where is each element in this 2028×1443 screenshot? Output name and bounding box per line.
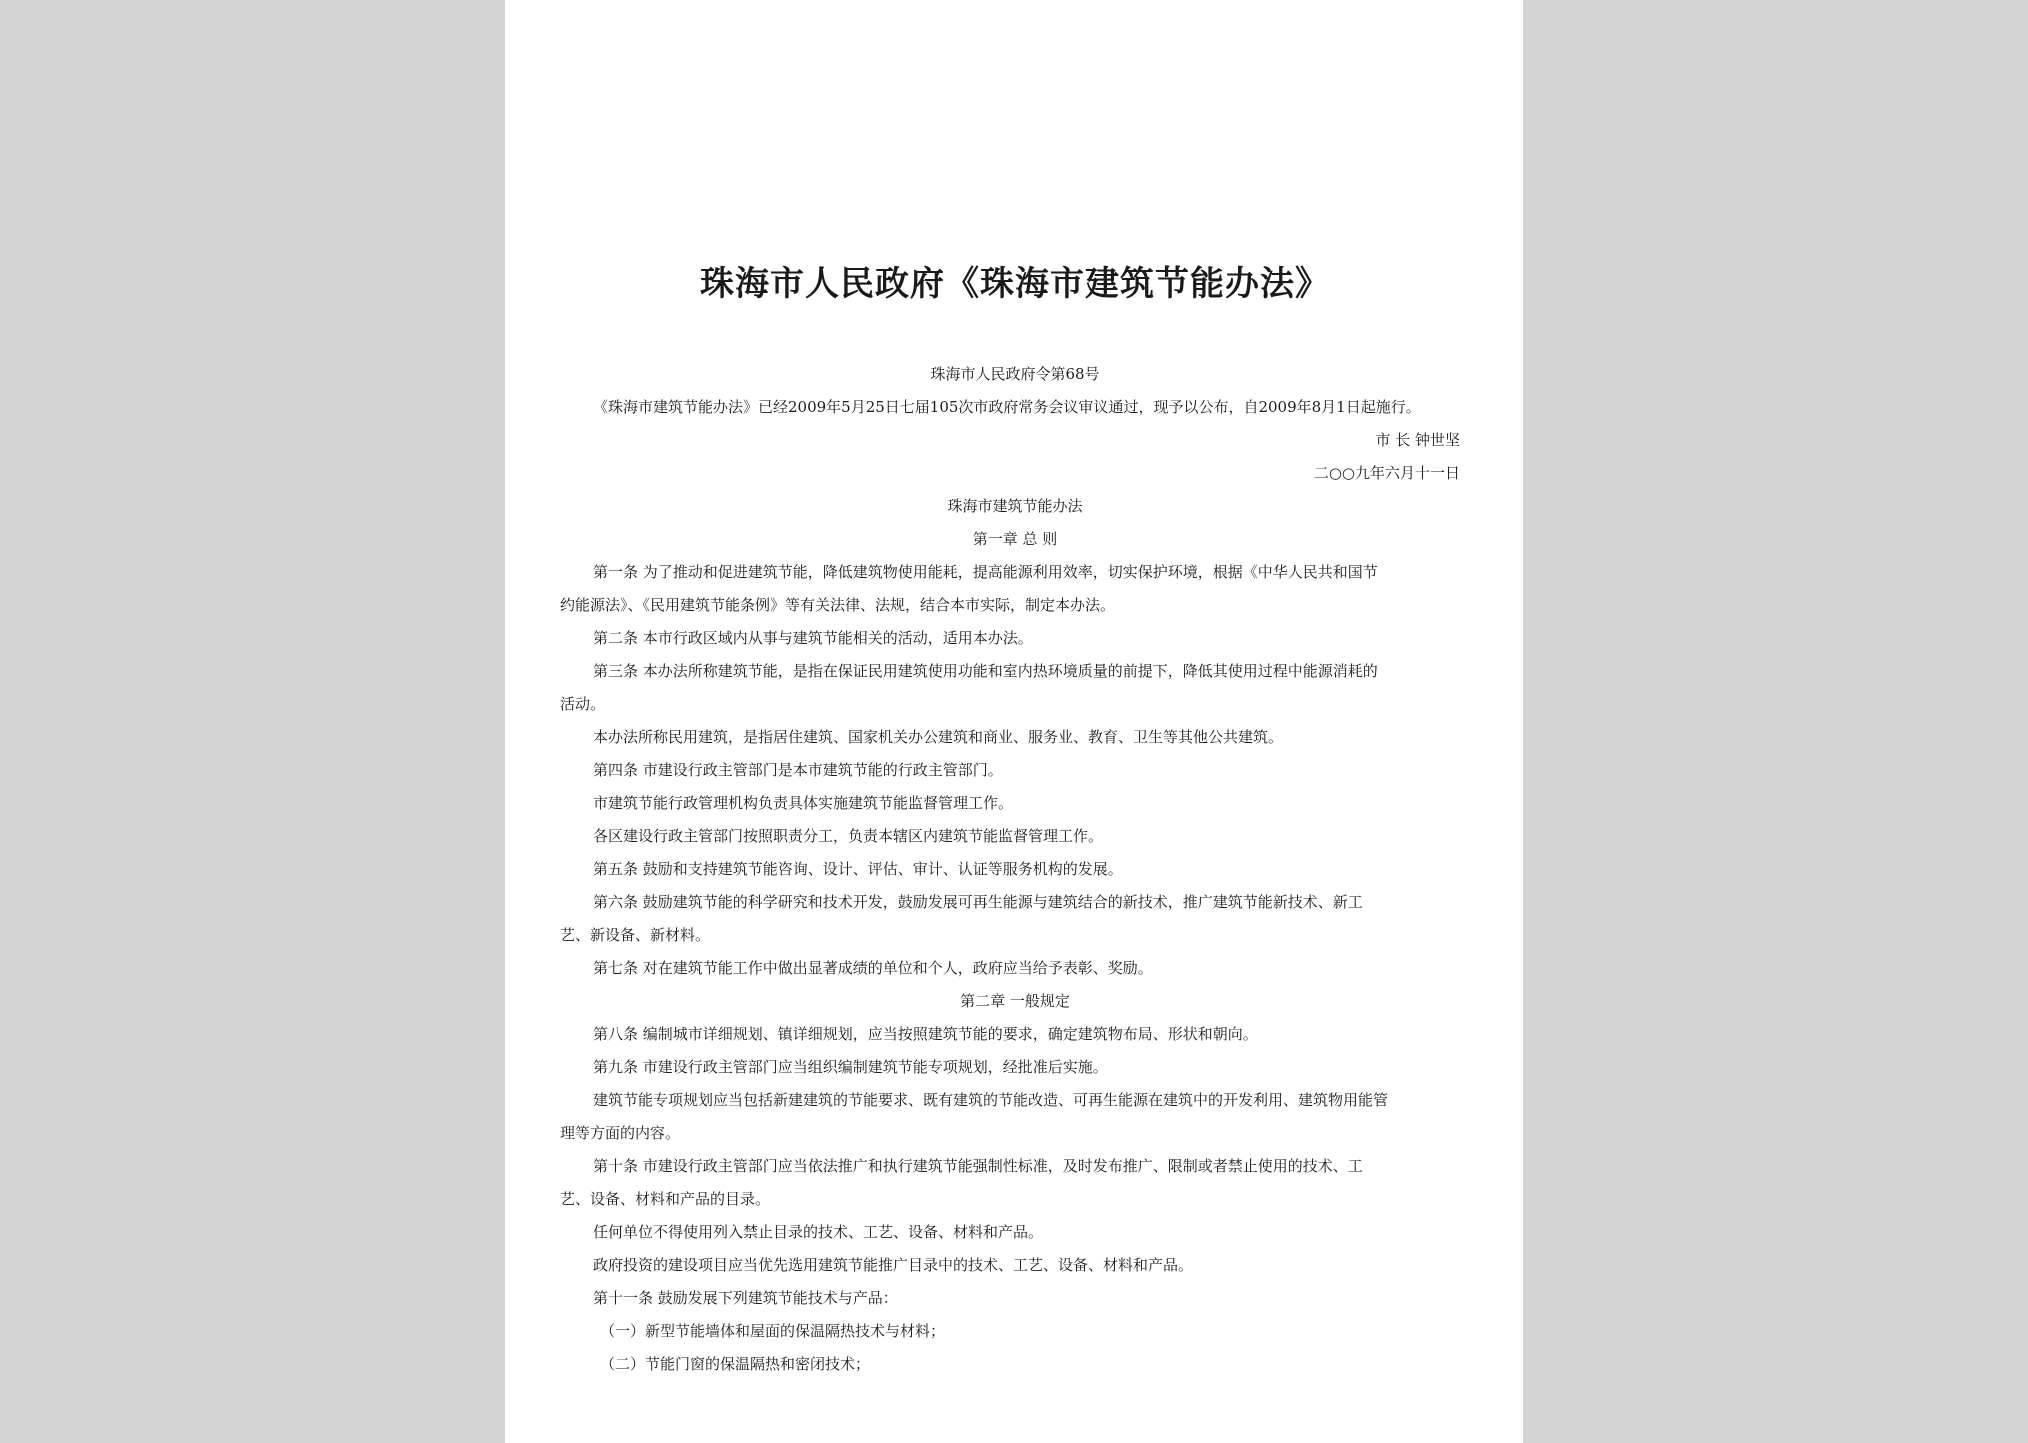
chapter-heading: 第一章 总 则 [972, 530, 1058, 548]
article-paragraph: 第九条 市建设行政主管部门应当组织编制建筑节能专项规划，经批准后实施。 [593, 1058, 1108, 1076]
article-paragraph: 第十条 市建设行政主管部门应当依法推广和执行建筑节能强制性标准，及时发布推广、限制或者禁止使用的技术、工 [593, 1157, 1363, 1175]
article-paragraph: 第四条 市建设行政主管部门是本市建筑节能的行政主管部门。 [593, 761, 1003, 779]
article-paragraph: 活动。 [560, 695, 606, 713]
article-paragraph: 约能源法》、《民用建筑节能条例》等有关法律、法规，结合本市实际，制定本办法。 [560, 596, 1116, 614]
document-body [560, 258, 1470, 1381]
article-paragraph: 第十一条 鼓励发展下列建筑节能技术与产品： [593, 1289, 898, 1307]
article-paragraph: 第三条 本办法所称建筑节能，是指在保证民用建筑使用功能和室内热环境质量的前提下，降低其使用过程中能源消耗的 [593, 662, 1378, 680]
article-paragraph: 艺、设备、材料和产品的目录。 [560, 1190, 771, 1208]
article-paragraph: 艺、新设备、新材料。 [560, 926, 711, 944]
promulgation-text: 《珠海市建筑节能办法》已经2009年5月25日七届105次市政府常务会议审议通过，现予以公布，自2009年8月1日起施行。 [593, 398, 1421, 416]
mayor-signature: 市 长 钟世坚 [1375, 431, 1460, 449]
article-paragraph: 第六条 鼓励建筑节能的科学研究和技术开发，鼓励发展可再生能源与建筑结合的新技术，推广建筑节能新技术、新工 [593, 893, 1363, 911]
article-paragraph: 政府投资的建设项目应当优先选用建筑节能推广目录中的技术、工艺、设备、材料和产品。 [593, 1256, 1194, 1274]
document-page [505, 0, 1523, 1443]
article-paragraph: 第二条 本市行政区域内从事与建筑节能相关的活动，适用本办法。 [593, 629, 1033, 647]
article-paragraph: 第一条 为了推动和促进建筑节能，降低建筑物使用能耗，提高能源利用效率，切实保护环境，根据《中华人民共和国节 [593, 563, 1378, 581]
article-paragraph: 市建筑节能行政管理机构负责具体实施建筑节能监督管理工作。 [593, 794, 1014, 812]
article-paragraph: 本办法所称民用建筑，是指居住建筑、国家机关办公建筑和商业、服务业、教育、卫生等其他公共建筑。 [593, 728, 1284, 746]
regulation-title: 珠海市建筑节能办法 [947, 497, 1083, 515]
issue-date: 二○○九年六月十一日 [1313, 464, 1460, 482]
article-paragraph: 任何单位不得使用列入禁止目录的技术、工艺、设备、材料和产品。 [593, 1223, 1044, 1241]
list-item: （二）节能门窗的保温隔热和密闭技术； [600, 1355, 871, 1373]
article-paragraph: 第七条 对在建筑节能工作中做出显著成绩的单位和个人，政府应当给予表彰、奖励。 [593, 959, 1153, 977]
article-paragraph: 建筑节能专项规划应当包括新建建筑的节能要求、既有建筑的节能改造、可再生能源在建筑中的开发利用、建筑物用能管 [593, 1091, 1389, 1109]
list-item: （一）新型节能墙体和屋面的保温隔热技术与材料； [600, 1322, 946, 1340]
article-paragraph: 各区建设行政主管部门按照职责分工，负责本辖区内建筑节能监督管理工作。 [593, 827, 1104, 845]
order-number: 珠海市人民政府令第68号 [930, 365, 1100, 383]
article-paragraph: 理等方面的内容。 [560, 1124, 681, 1142]
document-title: 珠海市人民政府《珠海市建筑节能办法》 [700, 264, 1330, 304]
chapter-heading: 第二章 一般规定 [960, 992, 1070, 1010]
article-paragraph: 第八条 编制城市详细规划、镇详细规划，应当按照建筑节能的要求，确定建筑物布局、形状和朝向。 [593, 1025, 1258, 1043]
article-paragraph: 第五条 鼓励和支持建筑节能咨询、设计、评估、审计、认证等服务机构的发展。 [593, 860, 1123, 878]
